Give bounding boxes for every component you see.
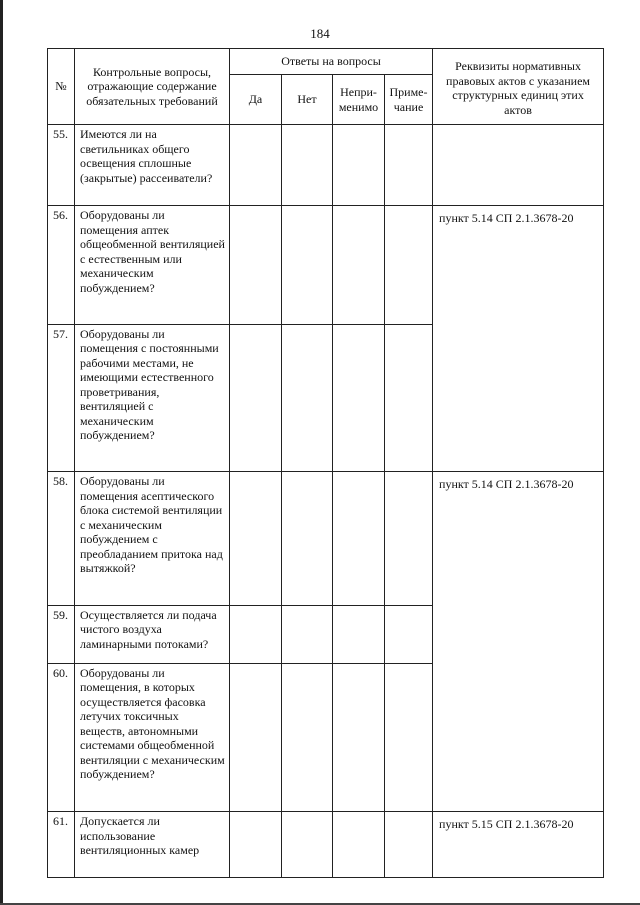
answer-na-cell[interactable] bbox=[333, 324, 385, 472]
checklist-table bbox=[47, 48, 604, 878]
row-number: 58. bbox=[48, 472, 75, 606]
row-ref bbox=[433, 605, 604, 663]
header-na-line1: Непри- bbox=[340, 85, 377, 99]
header-na bbox=[333, 75, 385, 125]
row-number: 59. bbox=[48, 605, 75, 663]
page-number: 184 bbox=[310, 26, 330, 41]
row-ref: пункт 5.15 СП 2.1.3678-20 bbox=[433, 812, 604, 878]
answer-note-cell[interactable] bbox=[385, 812, 433, 878]
header-yes: Да bbox=[230, 75, 282, 125]
table-row bbox=[48, 206, 604, 325]
row-question: Оборудованы ли помещения с постоянными рабочими местами, не имеющими естественного проветривания, вентиляцией с механическим побуждением? bbox=[75, 324, 230, 472]
answer-no-cell[interactable] bbox=[282, 605, 333, 663]
row-ref bbox=[433, 324, 604, 472]
row-ref bbox=[433, 663, 604, 812]
answer-no-cell[interactable] bbox=[282, 472, 333, 606]
row-ref: пункт 5.14 СП 2.1.3678-20 bbox=[433, 206, 604, 325]
row-question: Оборудованы ли помещения, в которых осуществляется фасовка летучих токсичных веществ, автономными системами общеобменной вентиляции с механическим побуждением? bbox=[75, 663, 230, 812]
scan-edge-left bbox=[0, 0, 3, 905]
answer-no-cell[interactable] bbox=[282, 812, 333, 878]
table-row bbox=[48, 605, 604, 663]
table-row bbox=[48, 472, 604, 606]
row-question: Имеются ли на светильниках общего освещения сплошные (закрытые) рассеиватели? bbox=[75, 125, 230, 206]
row-question: Осуществляется ли подача чистого воздуха ламинарными потоками? bbox=[75, 605, 230, 663]
row-number: 60. bbox=[48, 663, 75, 812]
header-num: № bbox=[48, 49, 75, 125]
header-question: Контрольные вопросы, отражающие содержание обязательных требований bbox=[75, 49, 230, 125]
answer-na-cell[interactable] bbox=[333, 125, 385, 206]
header-row-top bbox=[48, 49, 604, 75]
answer-yes-cell[interactable] bbox=[230, 472, 282, 606]
header-no: Нет bbox=[282, 75, 333, 125]
row-number: 55. bbox=[48, 125, 75, 206]
answer-note-cell[interactable] bbox=[385, 472, 433, 606]
row-ref: пункт 5.14 СП 2.1.3678-20 bbox=[433, 472, 604, 606]
answer-note-cell[interactable] bbox=[385, 324, 433, 472]
answer-na-cell[interactable] bbox=[333, 605, 385, 663]
answer-yes-cell[interactable] bbox=[230, 324, 282, 472]
row-number: 57. bbox=[48, 324, 75, 472]
row-number: 61. bbox=[48, 812, 75, 878]
header-note-line1: Приме- bbox=[389, 85, 428, 99]
answer-na-cell[interactable] bbox=[333, 812, 385, 878]
table-row bbox=[48, 663, 604, 812]
answer-note-cell[interactable] bbox=[385, 125, 433, 206]
answer-na-cell[interactable] bbox=[333, 206, 385, 325]
header-answers: Ответы на вопросы bbox=[230, 49, 433, 75]
answer-note-cell[interactable] bbox=[385, 206, 433, 325]
row-question: Оборудованы ли помещения асептического блока системой вентиляции с механическим побуждением с преобладанием притока над вытяжкой? bbox=[75, 472, 230, 606]
answer-no-cell[interactable] bbox=[282, 125, 333, 206]
answer-no-cell[interactable] bbox=[282, 206, 333, 325]
answer-yes-cell[interactable] bbox=[230, 605, 282, 663]
header-ref: Реквизиты нормативных правовых актов с указанием структурных единиц этих актов bbox=[433, 49, 604, 125]
row-question: Оборудованы ли помещения аптек общеобменной вентиляцией с естественным или механическим побуждением? bbox=[75, 206, 230, 325]
table-row bbox=[48, 125, 604, 206]
answer-no-cell[interactable] bbox=[282, 324, 333, 472]
row-number: 56. bbox=[48, 206, 75, 325]
answer-yes-cell[interactable] bbox=[230, 125, 282, 206]
answer-no-cell[interactable] bbox=[282, 663, 333, 812]
header-note-line2: чание bbox=[393, 99, 424, 114]
table-row bbox=[48, 812, 604, 878]
table-row bbox=[48, 324, 604, 472]
answer-note-cell[interactable] bbox=[385, 663, 433, 812]
answer-na-cell[interactable] bbox=[333, 472, 385, 606]
header-note bbox=[385, 75, 433, 125]
answer-yes-cell[interactable] bbox=[230, 663, 282, 812]
row-ref bbox=[433, 125, 604, 206]
answer-note-cell[interactable] bbox=[385, 605, 433, 663]
answer-yes-cell[interactable] bbox=[230, 206, 282, 325]
header-na-line2: менимо bbox=[338, 99, 379, 114]
answer-yes-cell[interactable] bbox=[230, 812, 282, 878]
answer-na-cell[interactable] bbox=[333, 663, 385, 812]
row-question: Допускается ли использование вентиляционных камер bbox=[75, 812, 230, 878]
